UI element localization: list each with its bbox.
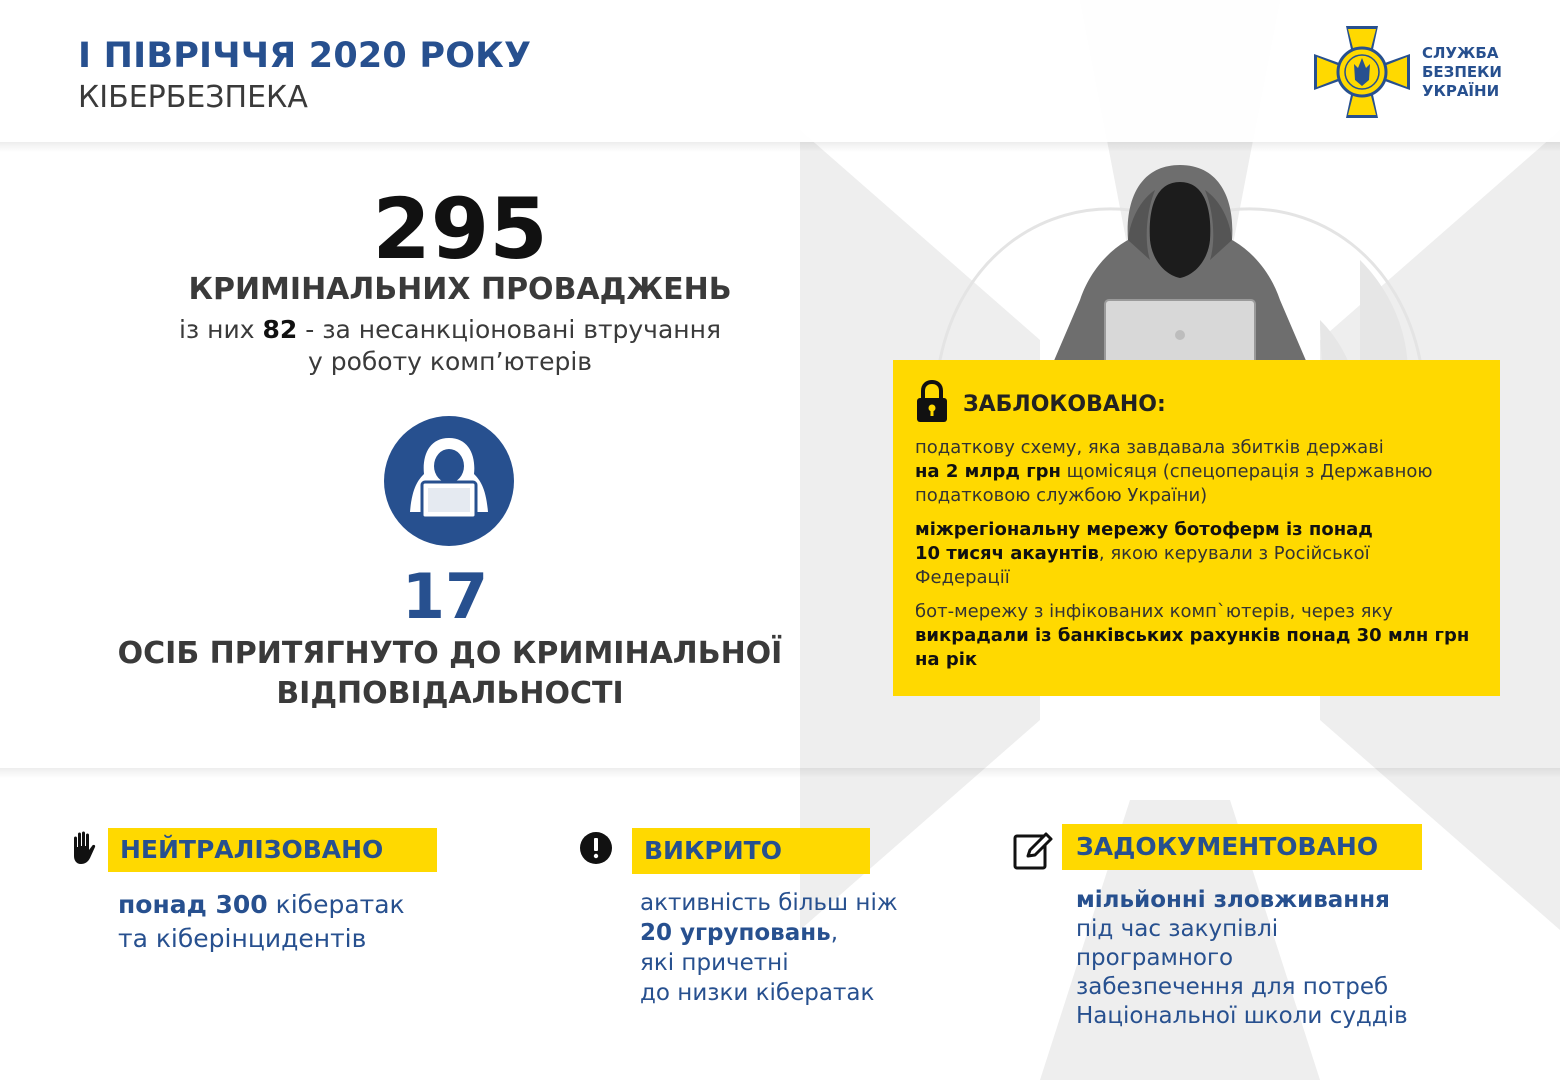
cases-bold: 82 [262, 315, 298, 344]
neutralized-text [118, 888, 405, 956]
neutralized-line: кібератак [267, 890, 405, 919]
blocked-item [915, 600, 1482, 672]
blocked-header [915, 380, 1482, 426]
persons-heading-line: ОСІБ ПРИТЯГНУТО ДО КРИМІНАЛЬНОЇ [117, 636, 783, 671]
exposed-bold: 20 угруповань [640, 920, 831, 946]
persons-heading-line: ВІДПОВІДАЛЬНОСТІ [276, 676, 624, 711]
persons-heading [60, 634, 840, 714]
stop-hand-icon [68, 830, 100, 866]
exposed-label: ВИКРИТО [632, 828, 870, 874]
exclamation-icon [580, 832, 612, 864]
blocked-bold: на 2 млрд грн [915, 461, 1061, 482]
section-divider [0, 768, 1560, 778]
cases-text: у роботу комп’ютерів [307, 347, 592, 376]
sbu-logo [1312, 24, 1522, 120]
blocked-bold: викрадали із банківських рахунків понад 30 млн грн [915, 625, 1470, 646]
documented-line: забезпечення для потреб [1076, 974, 1389, 1000]
documented-line: Національної школи суддів [1076, 1003, 1408, 1029]
exposed-text [640, 888, 898, 1008]
page-subtitle: КІБЕРБЕЗПЕКА [78, 80, 308, 115]
blocked-text: податкову схему, яка завдавала збитків державі [915, 437, 1384, 458]
blocked-text: Федерації [915, 567, 1010, 588]
exposed-line: які причетні [640, 950, 789, 976]
neutralized-bold: понад 300 [118, 890, 268, 919]
hacker-icon [384, 416, 514, 546]
documented-bold: мільйонні зловживання [1076, 887, 1390, 913]
logo-text-line: СЛУЖБА [1422, 44, 1499, 62]
logo-text-line: УКРАЇНИ [1422, 82, 1500, 100]
cases-number: 295 [372, 180, 548, 278]
persons-number: 17 [401, 560, 489, 633]
stat-exposed [578, 826, 898, 1026]
blocked-panel [893, 360, 1500, 696]
edit-icon [1012, 828, 1056, 872]
documented-text [1076, 886, 1408, 1031]
exposed-line: , [830, 920, 838, 946]
neutralized-line: та кіберінцидентів [118, 924, 367, 953]
logo-text [1422, 44, 1502, 101]
stat-documented [1012, 822, 1452, 1036]
cases-heading: КРИМІНАЛЬНИХ ПРОВАДЖЕНЬ [188, 272, 732, 307]
cases-text: - за несанкціоновані втручання [297, 315, 721, 344]
lock-icon [915, 380, 949, 424]
blocked-bold: 10 тисяч акаунтів [915, 543, 1099, 564]
blocked-text: бот-мережу з інфікованих комп`ютерів, через яку [915, 601, 1393, 622]
blocked-bold: міжрегіональну мережу ботоферм із понад [915, 519, 1373, 540]
blocked-bold: на рік [915, 649, 978, 670]
documented-line: програмного [1076, 945, 1234, 971]
blocked-text: податковою службою України) [915, 485, 1208, 506]
exposed-line: до низки кібератак [640, 980, 875, 1006]
stat-neutralized [66, 826, 466, 966]
cases-description [100, 314, 800, 378]
cases-text: із них [178, 315, 263, 344]
blocked-item [915, 518, 1482, 590]
blocked-text: , якою керували з Російської [1098, 543, 1370, 564]
neutralized-label: НЕЙТРАЛІЗОВАНО [108, 828, 437, 872]
documented-label: ЗАДОКУМЕНТОВАНО [1062, 824, 1422, 870]
header-divider [0, 142, 1560, 152]
blocked-title: ЗАБЛОКОВАНО: [963, 392, 1166, 417]
blocked-text: щомісяця (спецоперація з Державною [1060, 461, 1433, 482]
sbu-emblem-icon [1312, 24, 1412, 120]
hacker-photo [1030, 160, 1330, 370]
documented-line: під час закупівлі [1076, 916, 1279, 942]
blocked-item [915, 436, 1482, 508]
page-title: І ПІВРІЧЧЯ 2020 РОКУ [78, 36, 532, 76]
exposed-line: активність більш ніж [640, 890, 898, 916]
logo-text-line: БЕЗПЕКИ [1422, 63, 1502, 81]
